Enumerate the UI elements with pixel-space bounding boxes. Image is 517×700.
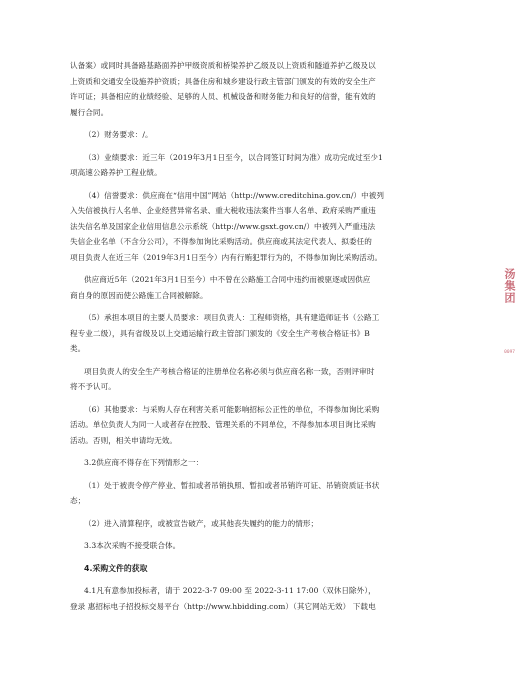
- text-line: 许可证；具备相应的业绩经验、足够的人员、机械设备和财务能力和良好的信誉，能有效的: [70, 92, 376, 101]
- text-line: 4.采购文件的获取: [84, 563, 148, 573]
- paragraph: [70, 272, 440, 303]
- paragraph: [70, 364, 440, 395]
- text-line: 登录 惠招标电子招投标交易平台（http://www.hbidding.com）（其它网站无效） 下载电: [70, 601, 376, 611]
- text-line: （5）承担本项目的主要人员要求：项目负责人：工程师资格，具有建造师证书（公路工: [84, 313, 380, 322]
- paragraph: [70, 455, 440, 471]
- text-line: 项高速公路养护工程业绩。: [70, 168, 162, 177]
- text-line: 失信企业名单（不含分公司），不得参加询比采购活动。供应商或其法定代表人、拟委任的: [70, 237, 372, 246]
- paragraph: [70, 538, 440, 554]
- paragraph: [70, 127, 440, 143]
- text-line: 程专业二级），具有省级及以上交通运输行政主管部门颁发的《安全生产考核合格证书》B: [70, 328, 370, 338]
- paragraph: [70, 402, 440, 449]
- text-line: 供应商近5年（2021年3月1日至今）中不曾在公路施工合同中违约而被驱逐或因供应: [84, 275, 371, 284]
- text-line: 4.1凡有意参加投标者，请于 2022-3-7 09:00 至 2022-3-11 17:00（双休日除外），: [84, 586, 376, 595]
- text-line: 将不予认可。: [70, 382, 116, 391]
- text-line: （2）进入清算程序，或被宣告破产，或其他丧失履约的能力的情形；: [84, 518, 319, 528]
- text-line: 上资质和交通安全设施养护资质；具备住房和城乡建设行政主管部门颁发的有效的安全生产: [70, 76, 376, 86]
- text-line: 商自身的原因而使公路施工合同被解除。: [70, 290, 208, 300]
- text-line: （2）财务要求：/。: [84, 130, 153, 139]
- text-line: 入失信被执行人名单、企业经营异常名录、重大税收违法案件当事人名单、政府采购严重违: [70, 206, 376, 215]
- document-body: [70, 58, 440, 621]
- text-line: （1）处于被责令停产停业、暂扣或者吊销执照、暂扣或者吊销许可证、吊销资质证书状: [84, 480, 380, 490]
- text-line: （3）业绩要求：近三年（2019年3月1日至今，以合同签订时间为准）成功完成过至少1: [84, 152, 383, 162]
- text-line: 认备案）或同时具备路基路面养护甲级资质和桥梁养护乙级及以上资质和隧道养护乙级及以: [70, 61, 376, 70]
- text-line: 活动。单位负责人为同一人或者存在控股、管理关系的不同单位，不得参加本项目询比采购: [70, 420, 376, 429]
- paragraph: [70, 516, 440, 532]
- paragraph: [70, 478, 440, 509]
- company-seal: [473, 268, 517, 378]
- section-heading: [70, 561, 440, 577]
- text-line: 态；: [70, 496, 86, 505]
- seal-number: 0097: [504, 350, 515, 355]
- paragraph: [70, 583, 440, 614]
- paragraph: [70, 150, 440, 181]
- text-line: 履行合同。: [70, 107, 109, 117]
- text-line: 活动。否则，相关申请均无效。: [70, 435, 178, 445]
- text-line: 项目负责人的安全生产考核合格证的注册单位名称必须与供应商名称一致，否则评审时: [84, 366, 375, 376]
- paragraph: [70, 310, 440, 357]
- text-line: 法失信名单及国家企业信用信息公示系统（http://www.gsxt.gov.cn/）中被列入严重违法: [70, 221, 376, 231]
- paragraph: [70, 188, 440, 266]
- seal-text: 汤集团: [503, 268, 516, 304]
- text-line: 3.3本次采购不接受联合体。: [84, 541, 181, 550]
- text-line: 类。: [70, 344, 86, 353]
- text-line: （4）信誉要求：供应商在“信用中国”网站（http://www.creditchina.gov.cn/）中被列: [84, 190, 385, 200]
- text-line: 项目负责人在近三年（2019年3月1日至今）内有行贿犯罪行为的，不得参加询比采购活动。: [70, 252, 383, 262]
- text-line: 3.2供应商不得存在下列情形之一：: [84, 458, 204, 467]
- paragraph: [70, 58, 440, 120]
- text-line: （6）其他要求：与采购人存在利害关系可能影响招标公正性的单位，不得参加询比采购: [84, 404, 380, 414]
